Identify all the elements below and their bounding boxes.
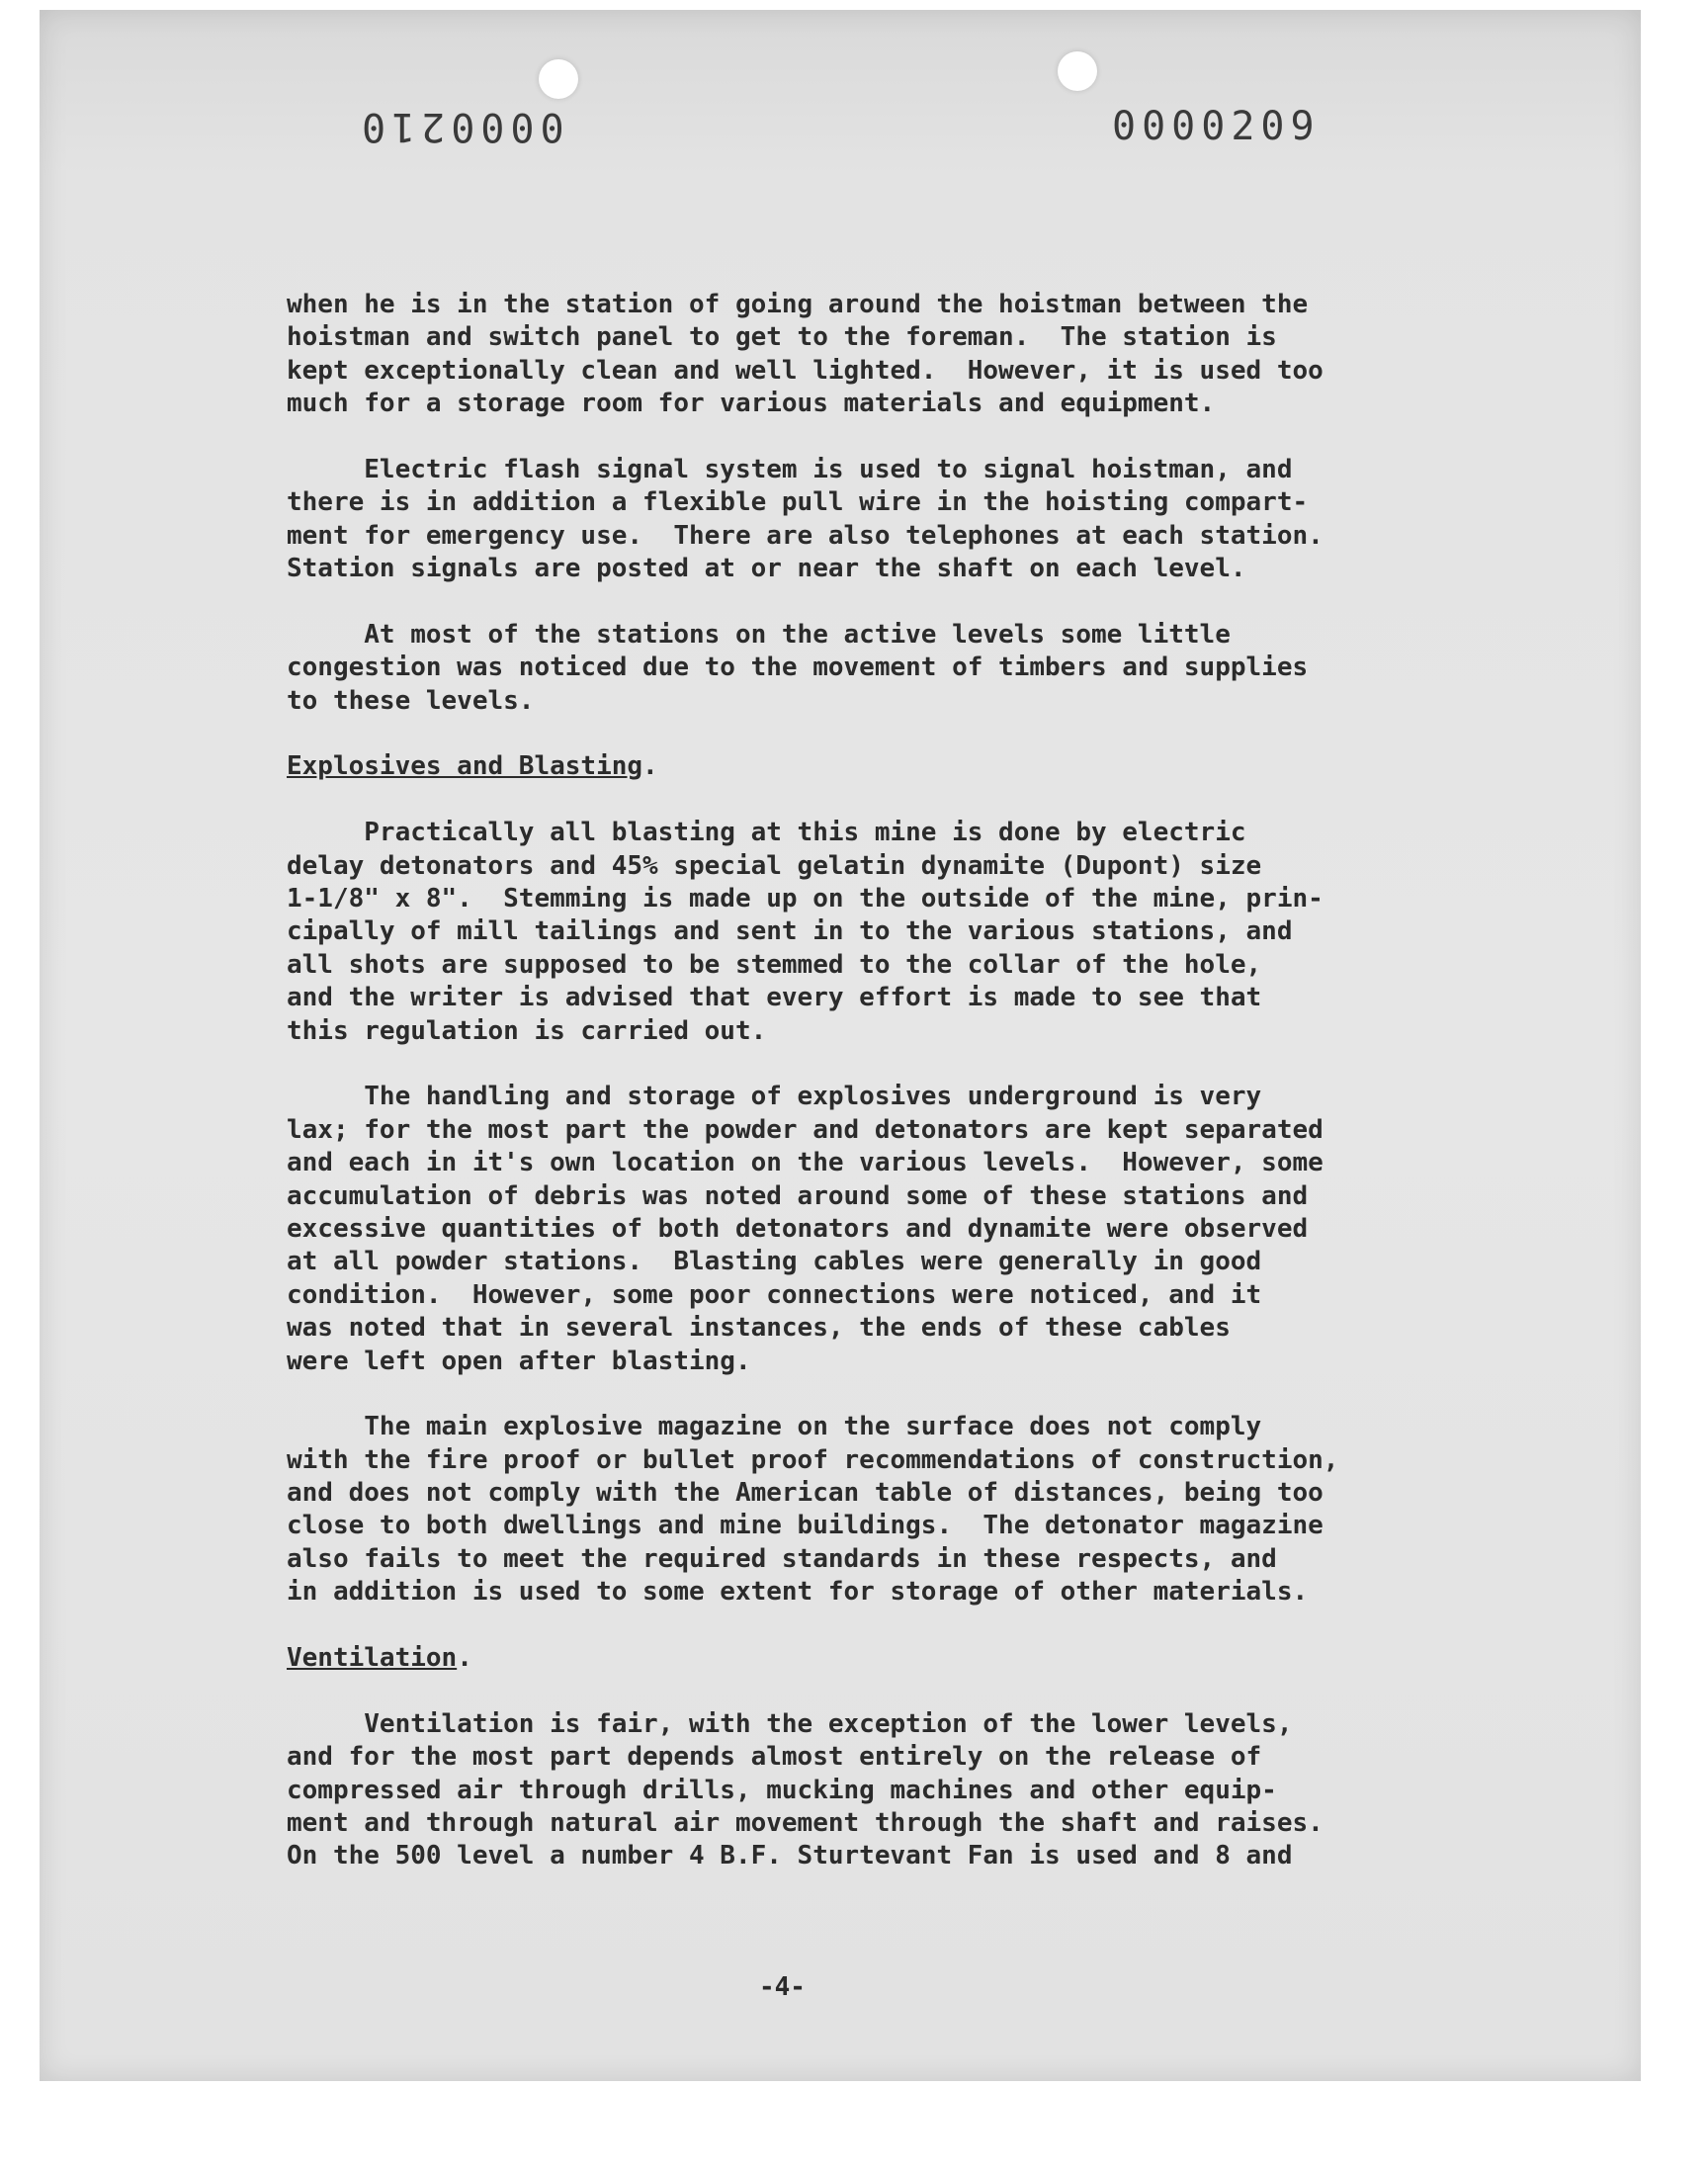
text-line: and does not comply with the American table of distances, being too [287, 1478, 1324, 1509]
text-line: to these levels. [287, 685, 535, 716]
text-line: and each in it's own location on the various levels. However, some [287, 1148, 1324, 1178]
page-stamp-left: 0000210 [356, 104, 564, 149]
text-line: lax; for the most part the powder and detonators are kept separated [287, 1114, 1324, 1145]
document-body [287, 289, 1413, 1906]
text-line: much for a storage room for various materials and equipment. [287, 389, 1216, 419]
text-line: delay detonators and 45% special gelatin dynamite (Dupont) size [287, 850, 1262, 881]
heading-text: Ventilation [287, 1643, 458, 1674]
paragraph-station [287, 289, 1413, 421]
text-line: was noted that in several instances, the ends of these cables [287, 1313, 1231, 1344]
page-number: -4- [759, 1972, 806, 2002]
paragraph-magazine [287, 1411, 1413, 1609]
text-line: with the fire proof or bullet proof recommendations of construction, [287, 1444, 1339, 1475]
text-line: At most of the stations on the active levels some little [287, 619, 1231, 650]
text-line: and the writer is advised that every effort is made to see that [287, 983, 1262, 1013]
text-line: kept exceptionally clean and well lighted. However, it is used too [287, 355, 1324, 386]
text-line: accumulation of debris was noted around some of these stations and [287, 1180, 1309, 1211]
paragraph-blasting [287, 817, 1413, 1048]
text-line: 1-1/8" x 8". Stemming is made up on the outside of the mine, prin- [287, 884, 1324, 914]
section-heading-explosives: Explosives and Blasting. [287, 751, 658, 782]
text-line: Electric flash signal system is used to signal hoistman, and [287, 454, 1293, 484]
text-line: condition. However, some poor connections were noticed, and it [287, 1279, 1262, 1310]
text-line: compressed air through drills, mucking machines and other equip- [287, 1775, 1277, 1805]
text-line: there is in addition a flexible pull wire in the hoisting compart- [287, 487, 1309, 518]
text-line: excessive quantities of both detonators and dynamite were observed [287, 1213, 1309, 1244]
text-line: close to both dwellings and mine buildings. The detonator magazine [287, 1511, 1324, 1541]
text-line: when he is in the station of going around the hoistman between the [287, 290, 1309, 319]
text-line: Practically all blasting at this mine is done by electric [287, 818, 1246, 848]
punch-hole-right [1058, 51, 1097, 91]
text-line: ment and through natural air movement through the shaft and raises. [287, 1807, 1324, 1838]
text-line: and for the most part depends almost entirely on the release of [287, 1742, 1262, 1773]
text-line: Ventilation is fair, with the exception of the lower levels, [287, 1708, 1293, 1739]
paragraph-storage [287, 1081, 1413, 1378]
text-line: On the 500 level a number 4 B.F. Sturtevant Fan is used and 8 and [287, 1841, 1293, 1871]
text-line: congestion was noticed due to the movement of timbers and supplies [287, 652, 1309, 683]
text-line: were left open after blasting. [287, 1346, 751, 1376]
text-line: this regulation is carried out. [287, 1015, 767, 1046]
text-line: hoistman and switch panel to get to the foreman. The station is [287, 322, 1277, 353]
page-stamp-right: 0000209 [1112, 104, 1321, 149]
text-line: ment for emergency use. There are also telephones at each station. [287, 520, 1324, 551]
text-line: at all powder stations. Blasting cables were generally in good [287, 1247, 1262, 1277]
text-line: in addition is used to some extent for storage of other materials. [287, 1577, 1309, 1608]
text-line: The main explosive magazine on the surface does not comply [287, 1412, 1262, 1442]
text-line: cipally of mill tailings and sent in to the various stations, and [287, 916, 1293, 947]
heading-text: Explosives and Blasting [287, 751, 643, 782]
section-heading-ventilation: Ventilation. [287, 1643, 472, 1674]
punch-hole-left [539, 59, 578, 99]
paragraph-congestion [287, 619, 1413, 718]
text-line: also fails to meet the required standards in these respects, and [287, 1543, 1277, 1574]
text-line: The handling and storage of explosives underground is very [287, 1082, 1262, 1112]
text-line: all shots are supposed to be stemmed to the collar of the hole, [287, 949, 1262, 980]
paragraph-ventilation [287, 1708, 1413, 1873]
text-line: Station signals are posted at or near the shaft on each level. [287, 554, 1246, 584]
paragraph-signals [287, 454, 1413, 586]
